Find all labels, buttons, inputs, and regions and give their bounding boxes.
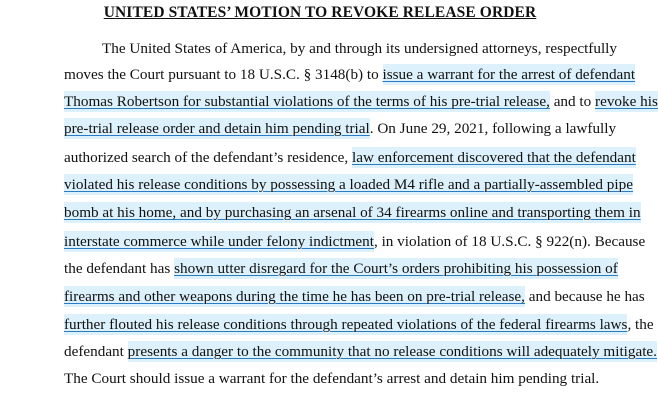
- text-line: [64, 256, 618, 282]
- body-text: and to: [549, 93, 596, 110]
- body-text: authorized search of the defendant’s residence,: [64, 149, 353, 166]
- body-text: , the: [627, 316, 654, 333]
- body-text: the defendant has: [64, 260, 175, 277]
- highlighted-text: law enforcement discovered that the defendant: [352, 149, 636, 166]
- text-line: [64, 200, 641, 226]
- highlighted-text: revoke his: [595, 93, 658, 110]
- text-line: [64, 339, 657, 365]
- highlighted-text: interstate commerce while under felony indictment: [64, 233, 374, 250]
- text-line: [64, 172, 633, 198]
- text-line: [64, 89, 658, 115]
- body-text: moves the Court pursuant to 18 U.S.C. § 3148(b) to: [64, 66, 383, 83]
- highlighted-text: violated his release conditions by possessing a loaded M4 rifle and a partially-assembled pipe: [64, 176, 633, 193]
- text-line: [64, 284, 645, 310]
- body-text: . On June 29, 2021, following a lawfully: [369, 120, 617, 137]
- highlighted-text: shown utter disregard for the Court’s orders prohibiting his possession of: [174, 260, 618, 277]
- highlighted-text: Thomas Robertson for substantial violations of the terms of his pre-trial release,: [64, 93, 550, 110]
- text-line: [102, 36, 617, 62]
- highlighted-text: bomb at his home, and by purchasing an arsenal of 34 firearms online and transporting them in: [64, 204, 641, 221]
- body-text: and because he has: [524, 288, 645, 305]
- highlighted-text: further flouted his release conditions through repeated violations of the federal firearms laws: [64, 316, 628, 333]
- text-line: [64, 312, 654, 338]
- highlighted-text: issue a warrant for the arrest of defendant: [382, 66, 636, 83]
- text-line: [64, 62, 636, 88]
- body-text: The United States of America, by and through its undersigned attorneys, respectfully: [102, 40, 617, 57]
- text-line: [64, 366, 600, 392]
- body-text: defendant: [64, 343, 128, 360]
- highlighted-text: pre-trial release order and detain him pending trial: [64, 120, 370, 137]
- document-title: UNITED STATES’ MOTION TO REVOKE RELEASE ORDER: [103, 4, 537, 21]
- body-text: The Court should issue a warrant for the defendant’s arrest and detain him pending trial.: [64, 370, 600, 387]
- text-line: [64, 116, 617, 142]
- text-line: [64, 229, 646, 255]
- highlighted-text: firearms and other weapons during the time he has been on pre-trial release,: [64, 288, 525, 305]
- highlighted-text: presents a danger to the community that no release conditions will adequately mitigate.: [127, 343, 657, 360]
- text-line: [64, 145, 636, 171]
- body-text: , in violation of 18 U.S.C. § 922(n). Because: [373, 233, 646, 250]
